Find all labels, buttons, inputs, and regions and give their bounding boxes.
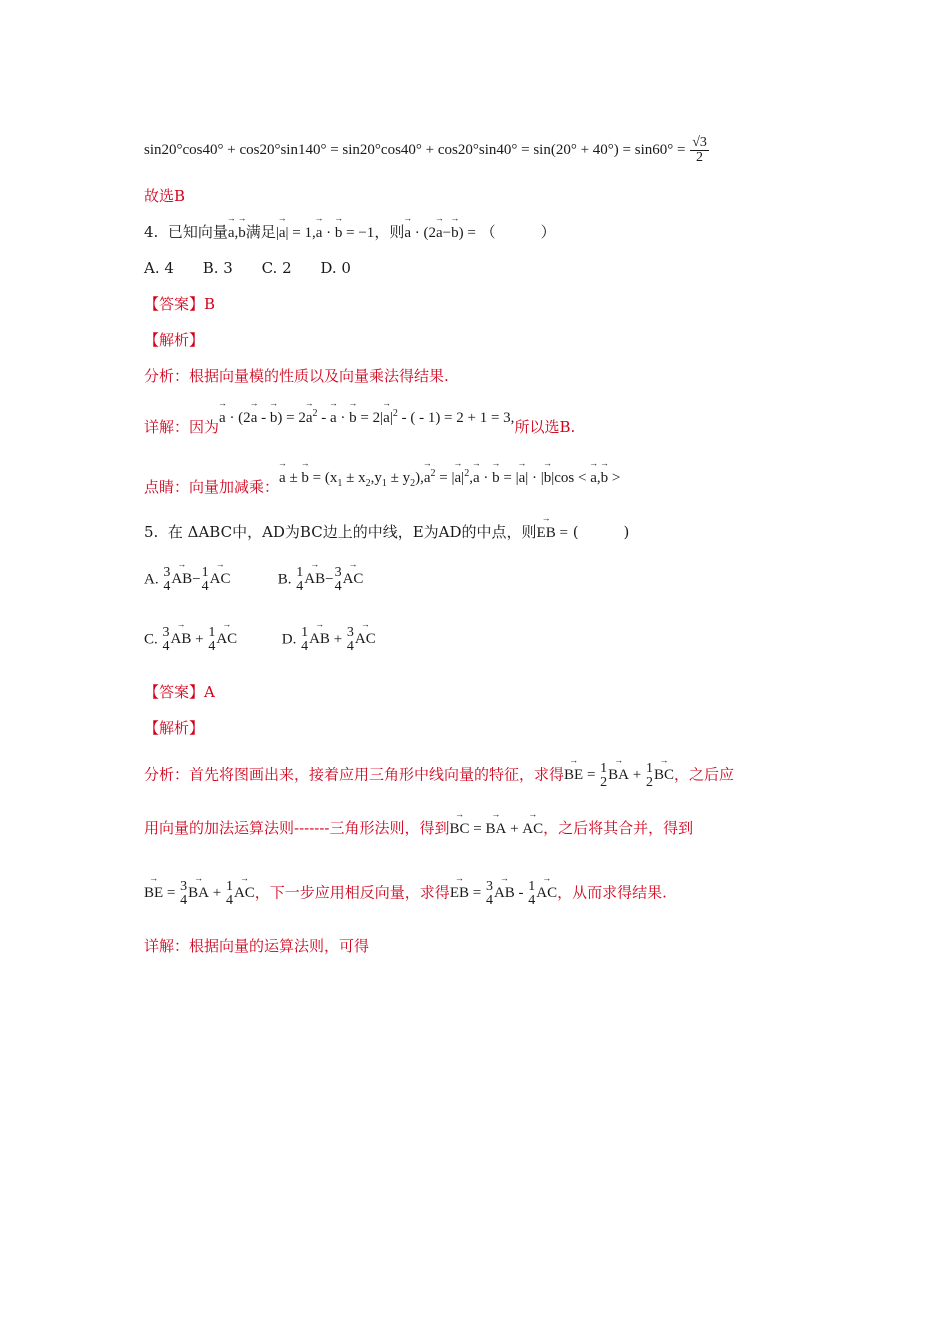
q4-detail-equation: → a · (2→ a - → $b) = 2\to a^2$ - → a · → $b = 2|\to a|^2$ - ( - 1) = 2 + 1 = 3, [219,410,514,426]
sqrt3-text: √3 [692,135,707,150]
question-5-choices-row1 [144,566,363,602]
choice-d: D. 0 [320,259,351,277]
choice-label: A. [144,571,159,588]
fraction: 3 4 [334,565,342,594]
stem-part: 已知向量 [167,223,228,241]
q5-analysis-line2 [144,818,693,839]
be-combined-formula: → BE = 3 4 → BA + 1 4 → AC [144,885,255,901]
choice-c: C. 3 4 → AB + 1 4 → AC [144,626,278,654]
question-4-stem [144,222,556,243]
analysis-text: 用向量的加法运算法则-------三角形法则，得到 [144,819,450,837]
choice-label: C. [144,631,158,648]
q4-answer: 【答案】B [144,295,216,313]
q5-analysis-line3 [144,880,667,910]
sqrt3 [690,136,709,151]
choice-b: B. 3 [202,259,233,277]
answer-blank: （ ） [480,223,556,241]
analysis-text: 分析：首先将图画出来，接着应用三角形中线向量的特征，求得 [144,765,565,784]
choice-c: C. 2 [261,259,292,277]
q4-tip [144,468,621,504]
eb-formula: → EB = 3 4 → AB - 1 4 → AC [450,885,557,901]
fraction: 3 4 [346,625,354,654]
analysis-text: ，之后应 [673,765,734,784]
stem-part: ，则 [374,223,405,241]
trig-equation [144,136,710,165]
answer-blank: ( ) [572,523,630,541]
q5-detail: 详解：根据向量的运算法则，可得 [144,937,370,955]
question-number: 4. [144,223,159,241]
question-number: 5. [144,523,159,541]
q5-analysis-title: 【解析】 [144,719,205,737]
target-expression: → a · (2→ a−→ b) = [404,225,476,241]
stem-part: 满足 [245,223,276,241]
q5-answer: 【答案】A [144,683,215,701]
choice-d: D. 1 4 → AB + 3 4 → AC [282,626,376,654]
q4-detail [144,408,576,438]
fraction: 1 4 [201,565,209,594]
stem-text: 在 ΔABC中，AD为BC边上的中线，E为AD的中点，则 [167,523,537,541]
fraction: 1 4 [208,625,216,654]
analysis-text: ，之后将其合并，得到 [543,819,694,837]
prev-conclusion: 故选B [144,187,186,205]
analysis-text: ，从而求得结果. [557,883,667,902]
fraction: 3 4 [162,625,170,654]
tip-label: 点睛：向量加减乘： [144,478,280,496]
q4-analysis-title: 【解析】 [144,331,205,349]
choice-a: A. 4 [144,259,174,277]
condition: |→ a| = 1,→ a · → b = −1 [276,225,375,241]
choice-label: B. [277,571,292,588]
q4-tip-formula: → a ± → $b = (x_1 \pm x_2,y_1 \pm y_2),\to a^2$ = |→ $a|^2,\to a$ · → b = |→ a| · |→ b|cos < → a,→ b > [279,470,620,486]
choice-a: A. 3 4 → AB− 1 4 → AC [144,566,274,594]
q5-analysis-line1 [144,762,734,790]
vector-eb: → EB = [537,525,568,541]
fraction: 1 4 [296,565,304,594]
bc-formula: → BC = → BA + → AC [449,821,543,837]
analysis-text: ，下一步应用相反向量，求得 [254,883,450,902]
trig-equation-text: sin20°cos40° + cos20°sin140° = sin20°cos40° + cos20°sin40° = sin(20° + 40°) = sin60° = [144,141,686,158]
vector-list: → a,→ b [228,225,246,241]
question-4-choices [144,258,375,278]
fraction-denominator: 2 [696,150,704,165]
detail-label: 详解：因为 [144,418,220,436]
be-formula: → BE = 1 2 → BA + 1 2 → BC [564,767,674,783]
fraction: 1 4 [301,625,309,654]
sqrt3-over-2 [690,136,709,165]
question-5-choices-row2 [144,626,376,662]
q4-analysis: 分析：根据向量模的性质以及向量乘法得结果. [144,367,449,385]
detail-conclusion: 所以选B. [514,418,576,436]
choice-label: D. [281,631,297,648]
fraction: 3 4 [163,565,171,594]
question-5-stem [144,522,629,543]
choice-b: B. 1 4 → AB− 3 4 → AC [278,566,364,594]
